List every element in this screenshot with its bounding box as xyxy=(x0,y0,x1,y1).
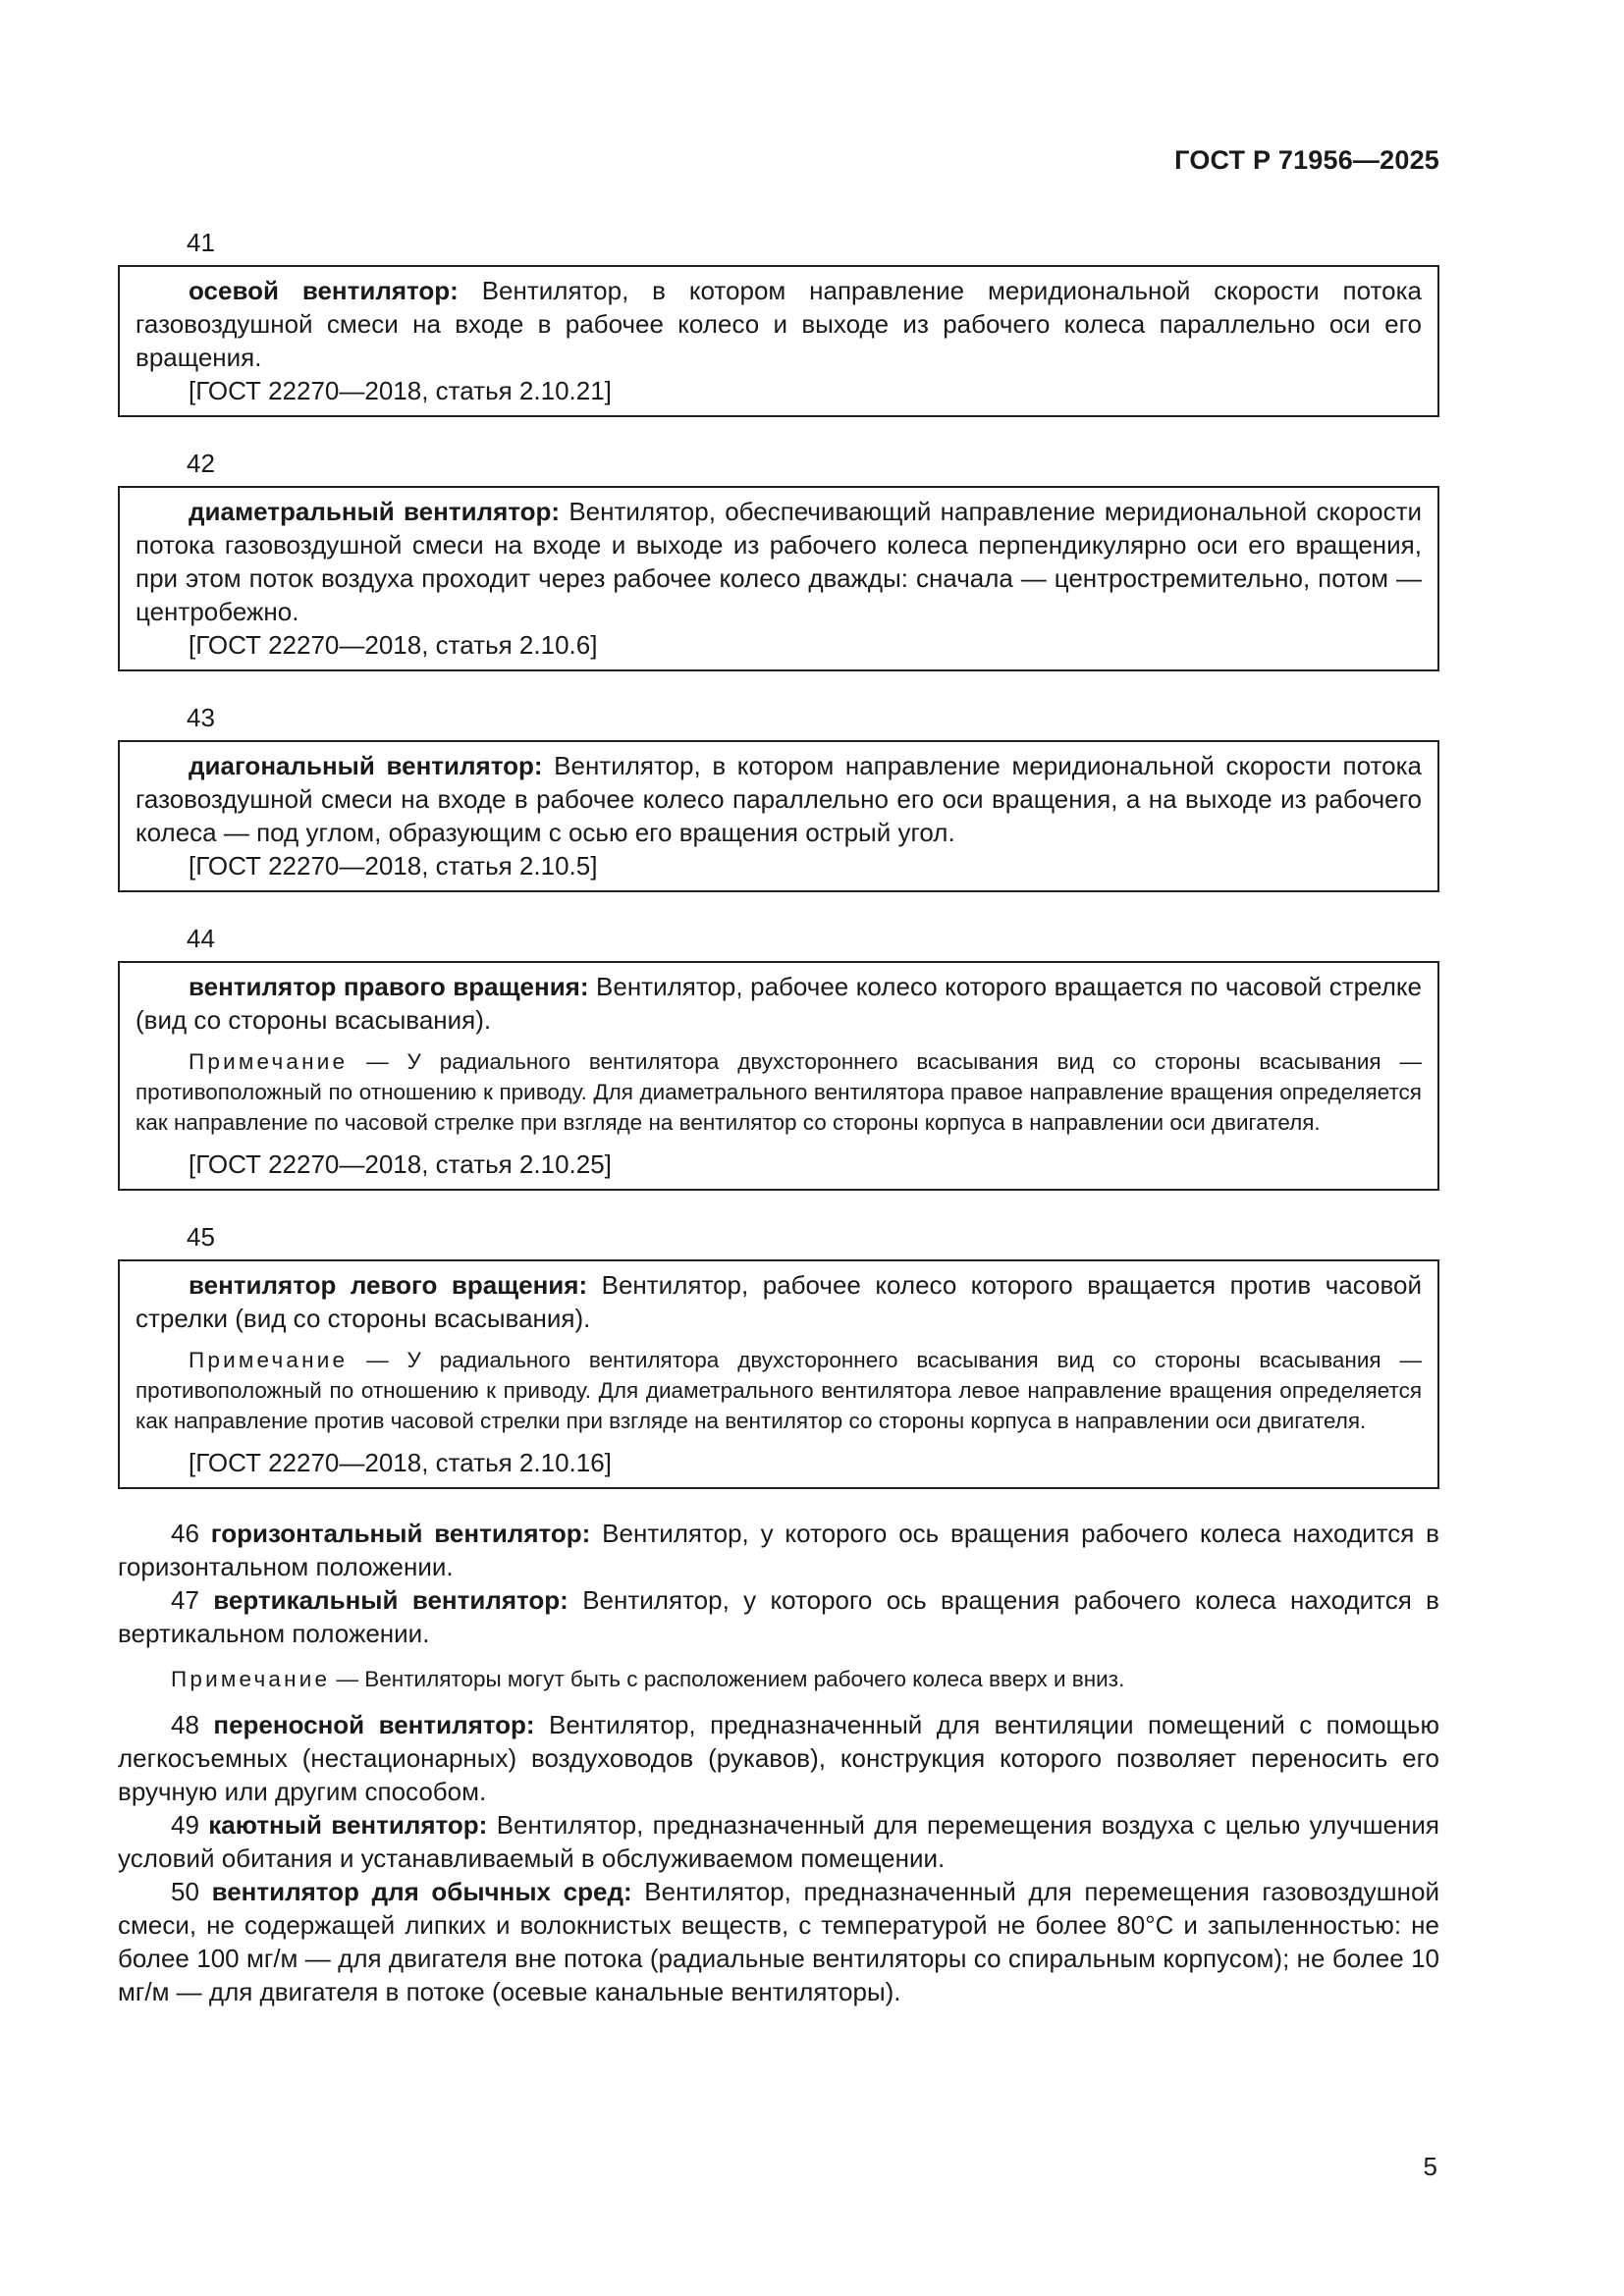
term-50 xyxy=(118,1875,1439,2008)
document-id-header: ГОСТ Р 71956—2025 xyxy=(1174,145,1439,175)
term-title: вертикальный вентилятор: xyxy=(213,1585,568,1615)
term-note xyxy=(118,1664,1439,1694)
note-text: — У радиального вентилятора двухстороннего всасывания вид со стороны всасывания — противоположный по отношению к приводу. Для диаметрального вентилятора левое направление вращения определяется как направление против часовой стрелки при взгляде на вентилятор со стороны корпуса в направлении оси двигателя. xyxy=(135,1348,1422,1433)
term-text: Вентилятор, предназначенный для вентиляции помещений с помощью легкосъемных (нестационарных) воздуховодов (рукавов), конструкция которого позволяет переносить его вручную или другим способом. xyxy=(118,1710,1439,1806)
note-label: Примечание xyxy=(189,1348,349,1372)
term-text: Вентилятор, в котором направление меридиональной скорости потока газовоздушной смеси на входе в рабочее колесо и выходе из рабочего колеса параллельно оси его вращения. xyxy=(135,276,1422,372)
term-definition xyxy=(135,970,1422,1037)
term-47 xyxy=(118,1583,1439,1650)
term-number: 41 xyxy=(187,228,215,257)
term-note xyxy=(135,1345,1422,1436)
term-title: горизонтальный вентилятор: xyxy=(210,1519,591,1548)
term-number: 47 xyxy=(171,1585,199,1615)
term-text: Вентилятор, предназначенный для перемещения газовоздушной смеси, не содержащей липких и волокнистых веществ, с температурой не более 80°С и запыленностью: не более 100 мг/м — для двигателя вне потока (радиальные вентиляторы со спиральным корпусом); не более 10 мг/м — для двигателя в потоке (осевые канальные вентиляторы). xyxy=(118,1877,1439,2006)
term-source: [ГОСТ 22270—2018, статья 2.10.6] xyxy=(189,630,598,660)
term-text: Вентилятор, у которого ось вращения рабочего колеса находится в горизонтальном положении. xyxy=(118,1519,1439,1581)
term-text: Вентилятор, у которого ось вращения рабочего колеса находится в вертикальном положении. xyxy=(118,1585,1439,1648)
term-text: Вентилятор, рабочее колесо которого вращается против часовой стрелки (вид со стороны всасывания). xyxy=(135,1270,1422,1333)
term-text: Вентилятор, обеспечивающий направление меридиональной скорости потока газовоздушной смеси на входе и выходе из рабочего колеса перпендикулярно оси его вращения, при этом поток воздуха проходит через рабочее колесо дважды: сначала — центростремительно, потом — центробежно. xyxy=(135,497,1422,626)
note-label: Примечание xyxy=(189,1049,349,1074)
term-46 xyxy=(118,1517,1439,1583)
terms-content xyxy=(118,224,1439,2008)
term-definition xyxy=(135,749,1422,849)
term-title: переносной вентилятор: xyxy=(213,1710,535,1739)
term-title: каютный вентилятор: xyxy=(208,1810,488,1840)
term-text: Вентилятор, в котором направление меридиональной скорости потока газовоздушной смеси на входе в рабочее колесо параллельно его оси вращения, а на выходе из рабочего колеса — под углом, образующим с осью его вращения острый угол. xyxy=(135,751,1422,847)
term-box-44 xyxy=(118,961,1439,1191)
term-title: осевой вентилятор: xyxy=(189,276,459,305)
term-source: [ГОСТ 22270—2018, статья 2.10.21] xyxy=(189,376,612,405)
term-title: вентилятор левого вращения: xyxy=(189,1270,588,1300)
plain-terms xyxy=(118,1517,1439,2008)
term-text: Вентилятор, рабочее колесо которого вращается по часовой стрелке (вид со стороны всасывания). xyxy=(135,972,1422,1035)
term-box-42 xyxy=(118,486,1439,671)
term-title: диагональный вентилятор: xyxy=(189,751,543,780)
term-note xyxy=(135,1046,1422,1138)
term-number: 43 xyxy=(187,703,215,732)
term-number: 42 xyxy=(187,449,215,478)
term-box-43 xyxy=(118,740,1439,892)
term-box-45 xyxy=(118,1259,1439,1489)
term-definition xyxy=(135,495,1422,628)
term-text: Вентилятор, предназначенный для перемещения воздуха с целью улучшения условий обитания и устанавливаемый в обслуживаемом помещении. xyxy=(118,1810,1440,1873)
term-49 xyxy=(118,1808,1439,1875)
term-title: вентилятор для обычных сред: xyxy=(211,1877,632,1906)
term-48 xyxy=(118,1708,1439,1808)
term-number: 50 xyxy=(171,1877,199,1906)
note-text: — У радиального вентилятора двухстороннего всасывания вид со стороны всасывания — противоположный по отношению к приводу. Для диаметрального вентилятора правое направление вращения определяется как направление по часовой стрелке при взгляде на вентилятор со стороны корпуса в направлении оси двигателя. xyxy=(135,1049,1422,1135)
term-box-41 xyxy=(118,265,1439,417)
term-definition xyxy=(135,1268,1422,1335)
term-number: 45 xyxy=(187,1222,215,1252)
term-source: [ГОСТ 22270—2018, статья 2.10.16] xyxy=(189,1448,612,1477)
term-number: 44 xyxy=(187,924,215,953)
page-number: 5 xyxy=(1423,2152,1437,2181)
term-source: [ГОСТ 22270—2018, статья 2.10.5] xyxy=(189,851,598,881)
term-source: [ГОСТ 22270—2018, статья 2.10.25] xyxy=(189,1149,612,1179)
term-number: 48 xyxy=(171,1710,199,1739)
term-definition xyxy=(135,274,1422,374)
term-number: 46 xyxy=(171,1519,199,1548)
term-title: вентилятор правого вращения: xyxy=(189,972,589,1001)
term-title: диаметральный вентилятор: xyxy=(189,497,561,526)
note-label: Примечание xyxy=(171,1667,331,1691)
note-text: — Вентиляторы могут быть с расположением рабочего колеса вверх и вниз. xyxy=(336,1667,1125,1691)
term-number: 49 xyxy=(171,1810,199,1840)
